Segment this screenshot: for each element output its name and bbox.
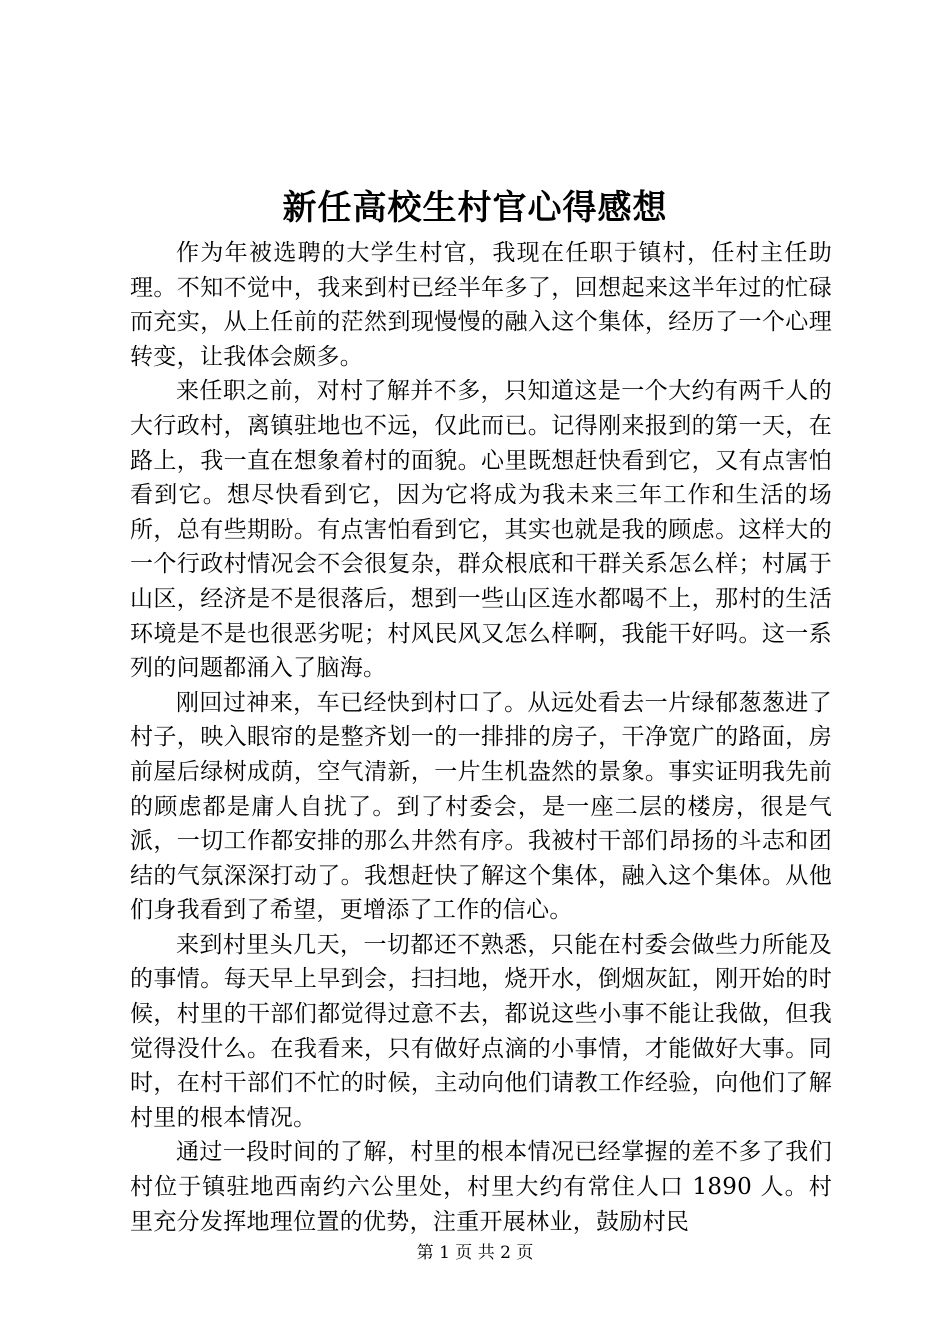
page-number-footer: 第 1 页 共 2 页	[416, 1243, 534, 1263]
paragraph-5: 通过一段时间的了解，村里的根本情况已经掌握的差不多了我们村位于镇驻地西南约六公里处，村里大约有常住人口 1890 人。村里充分发挥地理位置的优势，注重开展林业，鼓励村民	[130, 1139, 832, 1235]
paragraph-2: 来任职之前，对村了解并不多，只知道这是一个大约有两千人的大行政村，离镇驻地也不远，仅此而已。记得刚来报到的第一天，在路上，我一直在想象着村的面貌。心里既想赶快看到它，又有点害怕看到它。想尽快看到它，因为它将成为我未来三年工作和生活的场所，总有些期盼。有点害怕看到它，其实也就是我的顾虑。这样大的一个行政村情况会不会很复杂，群众根底和干群关系怎么样；村属于山区，经济是不是很落后，想到一些山区连水都喝不上，那村的生活环境是不是也很恶劣呢；村风民风又怎么样啊，我能干好吗。这一系列的问题都涌入了脑海。	[130, 378, 832, 682]
paragraph-1: 作为年被选聘的大学生村官，我现在任职于镇村，任村主任助理。不知不觉中，我来到村已经半年多了，回想起来这半年过的忙碌而充实，从上任前的茫然到现慢慢的融入这个集体，经历了一个心理转变，让我体会颇多。	[130, 240, 832, 370]
document-body	[130, 236, 832, 1239]
document-title: 新任高校生村官心得感想	[282, 188, 668, 228]
paragraph-4: 来到村里头几天，一切都还不熟悉，只能在村委会做些力所能及的事情。每天早上早到会，扫扫地，烧开水，倒烟灰缸，刚开始的时候，村里的干部们都觉得过意不去，都说这些小事不能让我做，但我觉得没什么。在我看来，只有做好点滴的小事情，才能做好大事。同时，在村干部们不忙的时候，主动向他们请教工作经验，向他们了解村里的根本情况。	[130, 931, 832, 1131]
paragraph-3: 刚回过神来，车已经快到村口了。从远处看去一片绿郁葱葱进了村子，映入眼帘的是整齐划一的一排排的房子，干净宽广的路面，房前屋后绿树成荫，空气清新，一片生机盎然的景象。事实证明我先前的顾虑都是庸人自扰了。到了村委会，是一座二层的楼房，很是气派，一切工作都安排的那么井然有序。我被村干部们昂扬的斗志和团结的气氛深深打动了。我想赶快了解这个集体，融入这个集体。从他们身我看到了希望，更增添了工作的信心。	[130, 689, 832, 924]
